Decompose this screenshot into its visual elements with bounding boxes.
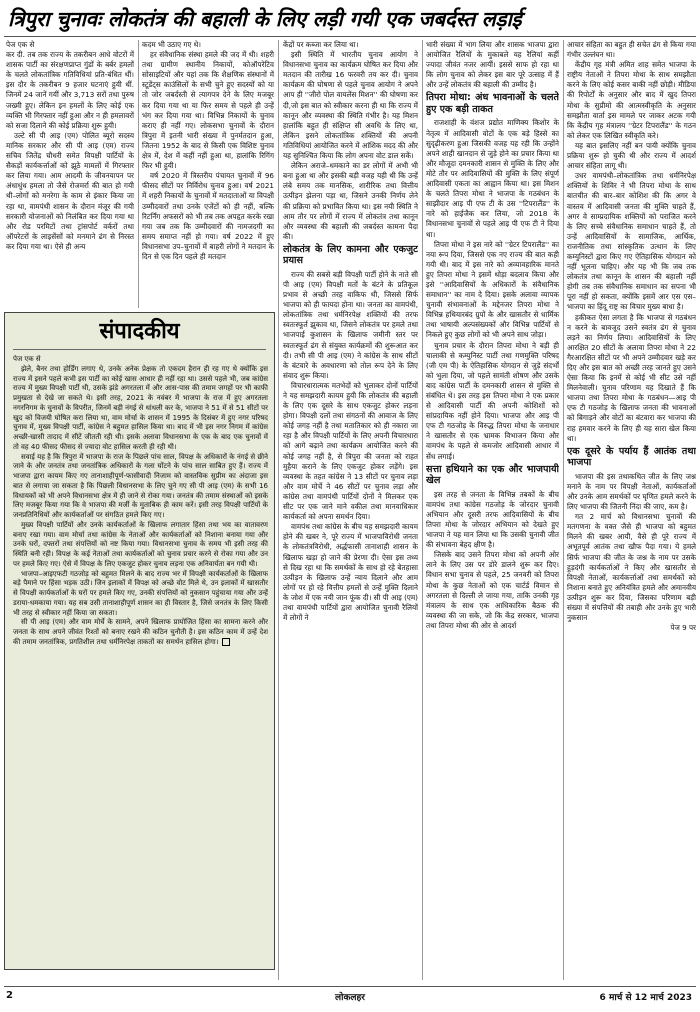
article-column-4 <box>426 40 559 980</box>
paragraph: आचार संहिता का बहुत ही सचेत ढंग से किया गया गंभीर उल्लंघन था। <box>567 40 696 60</box>
paragraph: मुख्य विपक्षी पार्टियों और उनके कार्यकर्ताओं के खिलाफ लगातार हिंसा तथा भय का वातावरण बनाए रखा गया। वाम मोर्चा तथा कांग्रेस के नेताओं और कार्यकर्ताओं को निशाना बनाया गया और उनके घरों, दफ्तरों तथा संपत्तियों को नष्ट किया गया। विधानसभा चुनाव के समय भी इसी तरह की स्थिति बनी रही। विपक्ष के कई नेताओं तथा कार्यकर्ताओं को चुनाव प्रचार करने से रोका गया और उन पर हमले किए गए। ऐसे में विपक्ष के लिए एकजुट होकर चुनाव लड़ना एक अनिवार्यता बन गयी थी। <box>13 520 268 568</box>
subheading: सत्ता हथियाने का एक और भाजपायी खेल <box>426 463 559 487</box>
paragraph: हकीकत ऐसा लगता है कि भाजपा से गठबंधन न करने के बावजूद उसने स्वतंत्र ढंग से चुनाव लड़ने का निर्णय लिया। आदिवासियों के लिए आरक्षित 20 सीटों के अलावा तिपरा मोथा ने 22 गैरआरक्षित सीटों पर भी अपने उम्मीदवार खड़े कर दिए और इस बात को अच्छी तरह जानते हुए उसने ऐसा किया कि इनमें से कोई भी सीट उसे नहीं मिलनेवाली। चुनाव परिणाम यह दिखाते हैं कि भाजपा तथा तिपरा मोथा के गठबंधन—आइ पी एफ टी गठजोड़ के खिलाफ जनता की भावनाओं को बिगाड़ने और वोटों का बंटवारा कर भाजपा की राह हमवार करने के लिए ही यह सारा खेल किया था। <box>567 312 696 443</box>
paragraph: वामपंथ तथा कांग्रेस के बीच यह समझदारी कायम होने की खबर ने, पूरे राज्य में भाजपाविरोधी जनता के लोकतंत्रविरोधी, अर्द्धफासी तानाशाही शासन के खिलाफ खड़ा हो जाने की प्रेरणा दी। ऐसा इस तथ्य से दिख रहा था कि समर्थकों के साथ हो रहे बेतहासा उत्पीड़न के खिलाफ उन्हें न्याय दिलाने और आम लोगों पर हो रहे वित्तीय हमलों से उन्हें मुक्ति दिलाने के जोश में एक नयी जान फूंक दी। सी पी आइ (एम) तथा वामपंथी पार्टियों द्वारा आयोजित चुनावी रैलियों में लोगों ने <box>283 522 418 623</box>
column-divider <box>422 40 423 980</box>
paragraph: भाजपा–आइएफटी गठजोड़ को बहुमत मिलने के बाद राज्य भर में विपक्षी कार्यकर्ताओं के खिलाफ बड़े पैमाने पर हिंसा भड़क उठी। जिन इलाकों में विपक्ष को अच्छे वोट मिले थे, उन इलाकों में खासतौर से विपक्षी कार्यकर्ताओं के घरों पर हमले किए गए, उनकी संपत्तियों को नुकसान पहुंचाया गया और उन्हें डराया-धमकाया गया। यह सब उसी तानाशाहीपूर्ण शासन का ही विस्तार है, जिसे जनतंत्र के लिए किसी भी तरह से स्वीकार नहीं किया जा सकता। <box>13 569 268 617</box>
paragraph: केंद्रों पर कब्जा कर लिया था। <box>283 40 359 49</box>
editorial-box <box>4 312 275 970</box>
column-divider <box>138 40 139 308</box>
continued-from-label: पेज एक से <box>6 40 35 49</box>
paragraph: यह बात इसलिए नहीं बन पायी क्योंकि चुनाव प्रक्रिया शुरू हो चुकी थी और राज्य में आदर्श आचार संहिता लागू थी। <box>567 140 696 171</box>
editorial-title: संपादकीय <box>99 319 180 344</box>
paragraph: सी पी आइ (एम) और वाम मोर्चे के सामने, अपने खिलाफ प्रायोजित हिंसा का सामना करने और जनता के साथ अपने जीवंत रिश्तों को बनाए रखने की कठिन चुनौती है। इस कठिन काम में उन्हें देश की तमाम जनतांत्रिक, प्रगतिशील तथा धर्मनिरपेक्ष ताकतों का समर्थन हासिल होगा। <box>13 618 268 646</box>
paragraph: भारी संख्या में भाग लिया और शासक भाजपा द्वारा आयोजित रैलियों के मुकाबले यह रैलियां कहीं ज्यादा जीवंत नजर आयीं। इससे साफ हो रहा था कि लोग चुनाव को लेकर इस बार पूरे उत्साह में हैं और उन्हें लोकतंत्र की बहाली की उम्मीद है। <box>426 40 559 90</box>
headline-rule <box>4 36 696 37</box>
article-column-2 <box>142 40 274 308</box>
paragraph: विचारधारात्मक मतभेदों को भुलाकर दोनों पार्टियों ने यह समझदारी कायम हुयी कि लोकतंत्र की बहाली के लिए एक दूसरे के साथ एकजुट होकर लड़ना होगा। विपक्षी दलों तथा संगठनों की आवाज के लिए कोई जगह नहीं है तथा मतातिकार को ही नकारा जा रहा है और विपक्षी पार्टियों के लिए अपनी विचारधारा को आगे बढ़ाने तथा कार्यक्रम आयोजित करने की कोई जगह नहीं है, से त्रिपुरा की जनता को राहत मुहैया कराने के लिए एकजुट होकर लड़ेंगे। इस व्यवस्था के तहत कांग्रेस ने 13 सीटों पर चुनाव लड़ा और वाम मोर्चे ने 46 सीटों पर चुनाव लड़ा और कांग्रेस तथा वामपंथी पार्टियों दोनों ने मिलकर एक सीट पर एक जाने माने वकील तथा मानवाधिकार कार्यकर्ता को अपना समर्थन दिया। <box>283 380 418 522</box>
column-divider <box>278 40 279 980</box>
paragraph: भाजपा की इस तथाकथित जीत के लिए जश्न मनाने के नाम पर विपक्षी नेताओं, कार्यकर्ताओं और उनके आम समर्थकों पर घृणित हमले करने के लिए भाजपा की जितनी निंदा की जाए, कम है। <box>567 471 696 512</box>
end-mark-icon <box>222 638 230 646</box>
article-column-1 <box>6 40 134 308</box>
column-divider <box>563 40 564 980</box>
paragraph: इस तरह से जनता के विभिन्न तबकों के बीच वामपंथ तथा कांग्रेस गठजोड़ के जोरदार चुनावी अभियान और दूसरी तरफ आदिवासियों के बीच तिपरा मोथा के जोरदार अभियान को देखते हुए भाजपा ने यह मान लिया था कि उसकी चुनावी जीत की संभावना बेहद क्षीण है। <box>426 489 559 550</box>
continued-on-label: पेज 9 पर <box>670 623 696 633</box>
paragraph: तिपरा मोथा ने इस नारे को ''ग्रेटर टिपरालैंड'' का नया रूप दिया, जिससे एक नए राज्य की बात कही गयी थी। बाद में इस नारे को अव्यावहारिक मानते हुए तिपरा मोथा ने इसमें थोड़ा बदलाव किया और इसे ''आदिवासियों के अधिकारों के संवैधानिक समाधान'' का नाम दे दिया। इसके अलावा व्यापक चुनावी संभावनाओं के मद्देनजर तिपरा मोथा ने विभिन्न हथियारबंद ग्रुपों के और खासतौर से धार्मिक तथा भाषायी अल्पसंख्यकों और विभिन्न पार्टियों से निकले हुए कुछ लोगों को भी अपने साथ जोड़ा। <box>426 239 559 340</box>
paragraph: लेकिन अराजे–धमकाने का डर लोगों में अभी भी बना हुआ था और इसकी बड़ी वजह यही थी कि उन्हें लंबे समय तक मानसिक, शारीरिक तथा वित्तीय उत्पीड़न झेलना पड़ा था, जिसने उनकी निर्णय लेने की प्रक्रिया को प्रभावित किया था। इस नयी स्थिति ने आम तौर पर लोगों में राज्य में लोकतंत्र तथा कानून और व्यवस्था की बहाली की जबर्दस्त कामना पैदा की। <box>283 161 418 241</box>
issue-date: 6 मार्च से 12 मार्च 2023 <box>599 993 692 1003</box>
article-column-5 <box>567 40 696 980</box>
paragraph: चुनाव प्रचार के दौरान तिपरा मोथा ने बड़ी ही चालाकी से कम्युनिस्ट पार्टी तथा गणमुक्ति परिषद (जी एम पी) के ऐतिहासिक योगदान से जुड़े संदर्भों को भुला दिया, जो पहले सामंती शोषण और उसके बाद कांग्रेस पार्टी के दमनकारी शासन से मुक्ति से संबंधित थे। इस तरह इस तिपरा मोथा ने एक प्रकार से आदिवासी पार्टी की अपनी कोशिशों को सांप्रदायिक नहीं होने दिया। भाजपा और आइ पी एफ टी गठजोड़ के विरुद्ध तिपरा मोथा के जनाधार ने खासतौर से एक भ्रामक विभाजन किया और वामपंथ के पहले से कमजोर आदिवासी आधार में सेंध लगाई। <box>426 340 559 461</box>
article-column-3 <box>283 40 418 980</box>
paragraph: कदम भी उठाए गए थे। <box>142 40 201 49</box>
editorial-body <box>13 355 268 963</box>
paragraph: राजशाही के वंशज प्रद्योत माणिक्य किशोर के नेतृत्व में आदिवासी वोटों के एक बड़े हिस्से का सुदृढ़ीकरण हुआ जिसकी वजह यह रही कि उन्होंने अपने शाही खानदान से जुड़े होने का प्रचार किया था और मौजूदा दमनकारी शासन से मुक्ति के लिए और मोटे तौर पर आदिवासियों की मुक्ति के लिए संपूर्ण आदिवासी एकता का आह्वान किया था। इस मिशन के चलते तिपरा मोथा ने भाजपा के गठबंधन के साझीदार आइ पी एफ टी के उस ''टिपरालैंड'' के नारे को हाईजैक कर लिया, जो 2018 के विधानसभा चुनावों से पहले आइ पी एफ टी ने दिया था। <box>426 118 559 239</box>
paragraph: वर्ष 2020 में त्रिस्तरीय पंचायत चुनावों में 96 फीसद सीटों पर निर्विरोध चुनाव हुआ। वर्ष 2021 में शहरी निकायों के चुनावों में मतदाताओं या विपक्षी उम्मीदवारों तथा उनके एजेंटों को ही नहीं, बल्कि रिटर्निंग अफसरों को भी तब तक अपहृत करके रखा गया जब तक कि उम्मीदवारों की नामजदगी का समय समाप्त नहीं हो गया। वर्ष 2022 में हुए विधानसभा उप–चुनावों में बाहरी लोगों ने मतदान के दिन से एक दिन पहले ही मतदान <box>142 171 274 261</box>
paragraph: उधर वामपंथी–लोकतांत्रिक तथा धर्मनिरपेक्ष शक्तियों के शिविर ने भी तिपरा मोथा के साथ बातचीत की बार–बार कोशिश की कि अगर वे वास्तव में आदिवासी जनता की मुक्ति चाहते हैं, अगर वे साम्प्रदायिक शक्तियों को पराजित करने के लिए सच्चे संवैधानिक समाधान चाहते हैं, तो उन्हें आदिवासियों के सामाजिक, आर्थिक, राजनीतिक तथा सांस्कृतिक उत्थान के लिए कम्युनिस्टों द्वारा किए गए ऐतिहासिक योगदान को नहीं भूलना चाहिए। और यह भी कि जब तक लोकतंत्र तथा कानून के शासन की बहाली नहीं होगी तब तक संवैधानिक समाधान का सपना भी पूरा नहीं हो सकता, क्योंकि इसमें आर एस एस–भाजपा का हिंदू राष्ट्र का विचार मुख्य बाधा है। <box>567 171 696 312</box>
paragraph: जिसके बाद उसने तिपरा मोथा को अपनी ओर लाने के लिए उस पर डोरे डालने शुरू कर दिए। विधान सभा चुनाव से पहले, 25 जनवरी को तिपरा मोथा के कुछ नेताओं को एक चार्टर्ड विमान से अगरतला से दिल्ली ले जाया गया, ताकि उनकी गृह मंत्रालय के साथ एक आधिकारिक बैठक की व्यवस्था की जा सके, जो कि केंद्र सरकार, भाजपा तथा तिपरा मोथा की ओर से आदर्श <box>426 550 559 630</box>
subheading: एक दूसरे के पर्याय हैं आतंक तथा भाजपा <box>567 445 696 469</box>
headline: त्रिपुरा चुनावः लोकतंत्र की बहाली के लिए लड़ी गयी एक जबर्दस्त लड़ाई <box>8 7 522 31</box>
footer-rule <box>4 986 696 987</box>
paragraph: राज्य की सबसे बड़ी विपक्षी पार्टी होने के नाते सी पी आइ (एम) विपक्षी मतों के बंटने के प्रतिकूल प्रभाव से अच्छी तरह वाकिफ थी, जिससे सिर्फ भाजपा को ही फायदा होना था। जनता का वामपंथी, लोकतांत्रिक तथा धर्मनिरपेक्ष शक्तियों की तरफ स्वतःस्फूर्त झुकाव था, जिसने लोकतंत्र पर हमले तथा भाजपाई कुशासन के खिलाफ जमीनी स्तर पर स्वतःस्फूर्त ढंग से संयुक्त कार्यक्रमों की शुरूआत कर दी। तभी सी पी आइ (एम) ने कांग्रेस के साथ सीटों के बंटवारे के अवधारणा को तोल रूप देने के लिए संवाद शुरू किया। <box>283 269 418 380</box>
paragraph: इसी स्थिति में भारतीय चुनाव आयोग ने विधानसभा चुनाव का कार्यक्रम घोषित कर दिया और मतदान की तारीख 16 फरवरी तय कर दी। चुनाव कार्यक्रम की घोषणा से पहले चुनाव आयोग ने अपने आप ही ''जीरो पोल वायलेंस मिशन'' की घोषणा कर दी,जो इस बात को स्वीकार करना ही था कि राज्य में कानून और व्यवस्था की स्थिति गंभीर है। यह मिशन हालांकि बहुत ही संक्षिप्त सी अवधि के लिए था, लेकिन इसने लोकतांत्रिक शक्तियों की अपनी गतिविधियां आयोजित करने में आंशिक मदद की और यह सुनिश्चित किया कि लोग अपना वोट डाल सकें। <box>283 50 418 161</box>
subheading: तिपरा मोथा: अंध भावनाओं के चलते हुए एक बड़ी ताकत <box>426 92 559 115</box>
subheading: लोकतंत्र के लिए कामना और एकजुट प्रयास <box>283 243 418 267</box>
paragraph: झेले, बैनर तथा होर्डिंग लगाए थे, उनके अनेक प्रेक्षक तो एकदम हैरान ही रह गए थे क्योंकि इस राज्य में इसने पहले कभी इस पार्टी का कोई खास आधार ही नहीं रहा था। उससे पहले भी, जब कांग्रेस राज्य में मुख्य विपक्षी पार्टी थी, उसके झंडे अगरतला में और आस-पास की तमाम जगहों पर भी काफी प्रमुखता से देखे जा सकते थे। इसी तरह, 2021 के नवंबर में भाजपा के राज में हुए अगरतला नगरनिगम के चुनावों के विपरीत, जिनमें बड़ी नंगई से धांधली कर के, भाजपा ने 51 में से 51 सीटों पर खुद को विजयी घोषित करा लिया था, वाम मोर्चा के शासन में 1995 के दिसंबर में हुए नगर परिषद चुनाव में, मुख्य विपक्षी पार्टी, कांग्रेस ने बहुमत हासिल किया था। बाद में भी इस नगर निगम में कांग्रेस अच्छी-खासी तादाद में सीटें जीतती रही थी। इसके अलावा विधानसभा के एक के बाद एक चुनावों में तो वह 40 फीसद फीसद से ज्यादा वोट हासिल करती ही रही थी। <box>13 364 268 451</box>
continued-from-label: पेज एक से <box>13 355 41 363</box>
paragraph: उल्टे सी पी आइ (एम) पोलित ब्यूरो सदस्य मानिक सरकार और सी पी आइ (एम) राज्य सचिव जितेंद्र चौधरी समेत विपक्षी पार्टियों के सैकड़ों कार्यकर्त्ताओं को झूठे मामलों में गिरफ्तार कर लिया गया। आम आदमी के जीवनयापन पर अंधाधुंध हमला तो जैसे रोजमर्रा की बात हो गयी थी–लोगों को मनरेगा के काम से इंकार किया जा रहा था, वामपंथी शासन के दौरान मंजूर की गयी सरकारी योजनाओं को निलंबित कर दिया गया था और रोड परमिटों तथा ट्रांसपोर्ट वर्करों तथा ऑपरेटरों के लाइसेंसों को मनमाने ढंग से निरस्त कर दिया गया था। ऐसे ही अन्य <box>6 130 134 251</box>
paragraph: कर दी. तब तक राज्य के तकरीबन आधे वोटरों में शासक पार्टी का संरक्षणप्राप्त गुंडों के बर्बर हमलों के चलते लोकतांत्रिक गतिविधियां प्रति-बंधित थीं। इस दौर के तकरीबन 9 हजार घटनाएं हुयी थीं. जिनमें 24 जानें गयीं और 3,713 सरों तथा पुरुष जख्मी हुए। लेकिन इन हमलों के लिए कोई एक व्यक्ति भी गिरफ्तार नहीं हुआ और न ही हमलावरों को सजा दिलाने की कोई प्रक्रिया शुरू हुयी। <box>6 50 134 130</box>
paragraph: केंद्रीय गृह मंत्री अमित शाह समेत भाजपा के राष्ट्रीय नेताओं ने तिपरा मोथा के साथ समझौता करने के लिए कोई कसर बाकी नहीं छोड़ी। मीडिया की रिपोर्टों के अनुसार और बाद में खुद तिपरा मोथा के सुप्रीमो की आत्मस्वीकृति के अनुसार समझौता वार्ता इस मामले पर जाकर अटक गयी कि केंद्रीय गृह मंत्रालय ''ग्रेटर टिपरालैंड'' के गठन को लेकर एक लिखित स्वीकृति करे। <box>567 60 696 140</box>
newspaper-name: लोकलहर <box>335 993 365 1003</box>
paragraph: गत 2 मार्च को विधानसभा चुनावों की मतगणना के वक्त जैसे ही भाजपा को बहुमत मिलने की खबर आयी, वैसे ही पूरे राज्य में अभूतपूर्व आतंक तथा खौफ पैदा गया। ये हमले सिर्फ भाजपा की जीत के जश्न के नाम पर उसके हुड़दंगी कार्यकर्ताओं ने किए और खासतौर से विपक्षी नेताओं, कार्यकर्त्ताओं तथा समर्थकों को निशाना बनाते हुए अनियंत्रित हमले और अमानवीय उत्पीड़न शुरू कर दिया, जिसका परिणाम बड़ी संख्या में संपत्तियों की तबाही और उनके हुए भारी नुकसान <box>567 512 696 623</box>
paragraph: सवाई यह है कि त्रिपुरा में भाजपा के राज के पिछले पांच साल, विपक्ष के अधिकारों के नंगई से छीने जाने के और जनतंत्र तथा जनतांत्रिक अधिकारों के गला घोंटने के पांच साल साबित हुए हैं। राज्य में भाजपा द्वारा कायम किए गए तानाशाहीपूर्ण-फासीवादी निजाम को वास्तविक सुप्रीम का अंदाजा इस बात से लगाया जा सकता है कि पिछली विधानसभा के लिए चुने गए सी पी आइ (एम) के सभी 16 विधायकों को भी अपने विधानसभा क्षेत्र में ही जाने से रोका गया। जनतंत्र की तमाम संस्थाओं को इसके लिए मजबूर किया गया कि वे भाजपा की मर्जी के मुताबिक ही काम करें। इसी तरह विपक्षी पार्टियों के जनप्रतिनिधियों और कार्यकर्ताओं पर संगठित हमले किए गए। <box>13 452 268 519</box>
editorial-title-rule <box>13 349 266 350</box>
paragraph: हर संवैधानिक संस्था हमले की जद में थी। शहरी तथा ग्रामीण स्थानीय निकायों, कोऑपरेटिव सोसाइटियों और यहां तक कि शैक्षणिक संस्थानों में स्टूडेंट्स काउंसिलों के सभी चुने हुए सदस्यों को या तो जोर जबर्दस्ती से त्यागपत्र देने के लिए मजबूर कर दिया गया था या फिर समय से पहले ही उन्हें भंग कर दिया गया था। विभिन्न निकायों के चुनाव कराए ही नहीं गए। लोकसभा चुनावों के दौरान त्रिपुरा में इतनी भारी संख्या में पुनर्मतदान हुआ, जितना 1952 के बाद से किसी एक विशिष्ट चुनाव क्षेत्र में, देश में कहीं नहीं हुआ था, हालांकि रिगिंग फिर भी हुयी। <box>142 50 274 171</box>
page-number: 2 <box>6 990 13 1001</box>
